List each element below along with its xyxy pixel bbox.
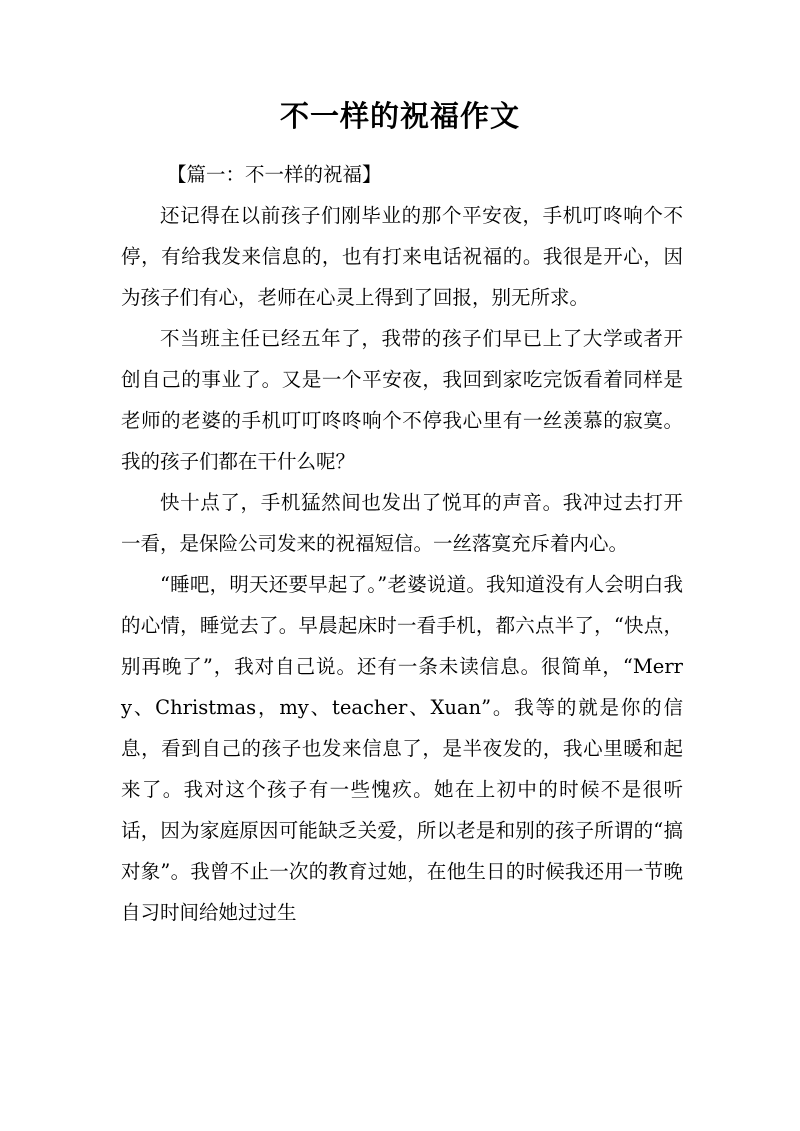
paragraph: “睡吧，明天还要早起了。”老婆说道。我知道没有人会明白我的心情，睡觉去了。早晨起床时一看手机，都六点半了，“快点，别再晚了”，我对自己说。还有一条未读信息。很简单，“Merry、Christmas，my、teacher、Xuan”。我等的就是你的信息，看到自己的孩子也发来信息了，是半夜发的，我心里暖和起来了。我对这个孩子有一些愧疚。她在上初中的时候不是很听话，因为家庭原因可能缺乏关爱，所以老是和别的孩子所谓的“搞对象”。我曾不止一次的教育过她，在他生日的时候我还用一节晚自习时间给她过过生 [121, 573, 683, 924]
paragraph: 不当班主任已经五年了，我带的孩子们早已上了大学或者开创自己的事业了。又是一个平安夜，我回到家吃完饭看着同样是老师的老婆的手机叮叮咚咚响个不停我心里有一丝羡慕的寂寞。我的孩子们都在干什么呢？ [121, 327, 683, 473]
paragraph: 还记得在以前孩子们刚毕业的那个平安夜，手机叮咚响个不停，有给我发来信息的，也有打来电话祝福的。我很是开心，因为孩子们有心，老师在心灵上得到了回报，别无所求。 [121, 204, 683, 309]
document-title: 不一样的祝福作文 [279, 99, 520, 133]
document-body [121, 154, 683, 933]
paragraph: 快十点了，手机猛然间也发出了悦耳的声音。我冲过去打开一看，是保险公司发来的祝福短信。一丝落寞充斥着内心。 [121, 491, 683, 555]
section-heading: 【篇一：不一样的祝福】 [167, 163, 382, 186]
